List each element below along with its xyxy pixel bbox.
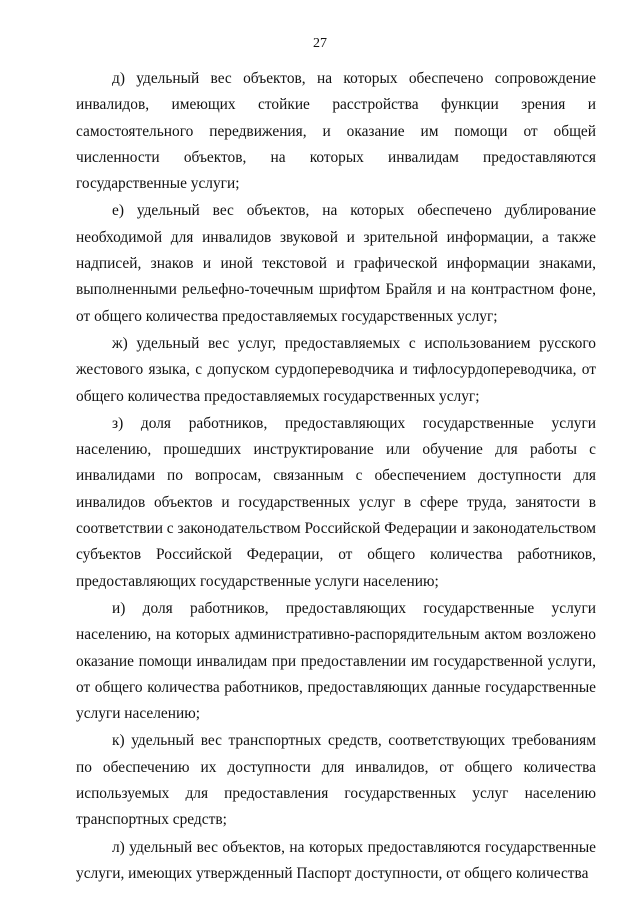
paragraph-zh: ж) удельный вес услуг, предоставляемых с использованием русского жестового языка, с допуском сурдопереводчика и тифлосурдопереводчика, от общего количества предоставляемых государственных услуг; <box>76 334 596 405</box>
paragraph-z: з) доля работников, предоставляющих государственные услуги населению, прошедших инструктирование или обучение для работы с инвалидами по вопросам, связанным с обеспечением доступности для инвалидов объектов и государственных услуг в сфере труда, занятости в соответствии с законодательством Российской Федерации и законодательством субъектов Российской Федерации, от общего количества работников, предоставляющих государственные услуги населению; <box>76 414 596 590</box>
paragraph-l: л) удельный вес объектов, на которых предоставляются государственные услуги, имеющих утвержденный Паспорт доступности, от общего количества <box>76 838 596 882</box>
document-body <box>76 66 596 888</box>
paragraph-i: и) доля работников, предоставляющих государственные услуги населению, на которых административно-распорядительным актом возложено оказание помощи инвалидам при предоставлении им государственной услуги, от общего количества работников, предоставляющих данные государственные услуги населению; <box>76 599 596 723</box>
paragraph-e: е) удельный вес объектов, на которых обеспечено дублирование необходимой для инвалидов звуковой и зрительной информации, а также надписей, знаков и иной текстовой и графической информации знаками, выполненными рельефно-точечным шрифтом Брайля и на контрастном фоне, от общего количества предоставляемых государственных услуг; <box>76 202 596 325</box>
paragraph-k: к) удельный вес транспортных средств, соответствующих требованиям по обеспечению их доступности для инвалидов, от общего количества используемых для предоставления государственных услуг населению транспортных средств; <box>76 732 596 829</box>
paragraph-d: д) удельный вес объектов, на которых обеспечено сопровождение инвалидов, имеющих стойкие расстройства функции зрения и самостоятельного передвижения, и оказание им помощи от общей численности объектов, на которых инвалидам предоставляются государственные услуги; <box>76 70 596 193</box>
page-number: 27 <box>313 36 327 51</box>
